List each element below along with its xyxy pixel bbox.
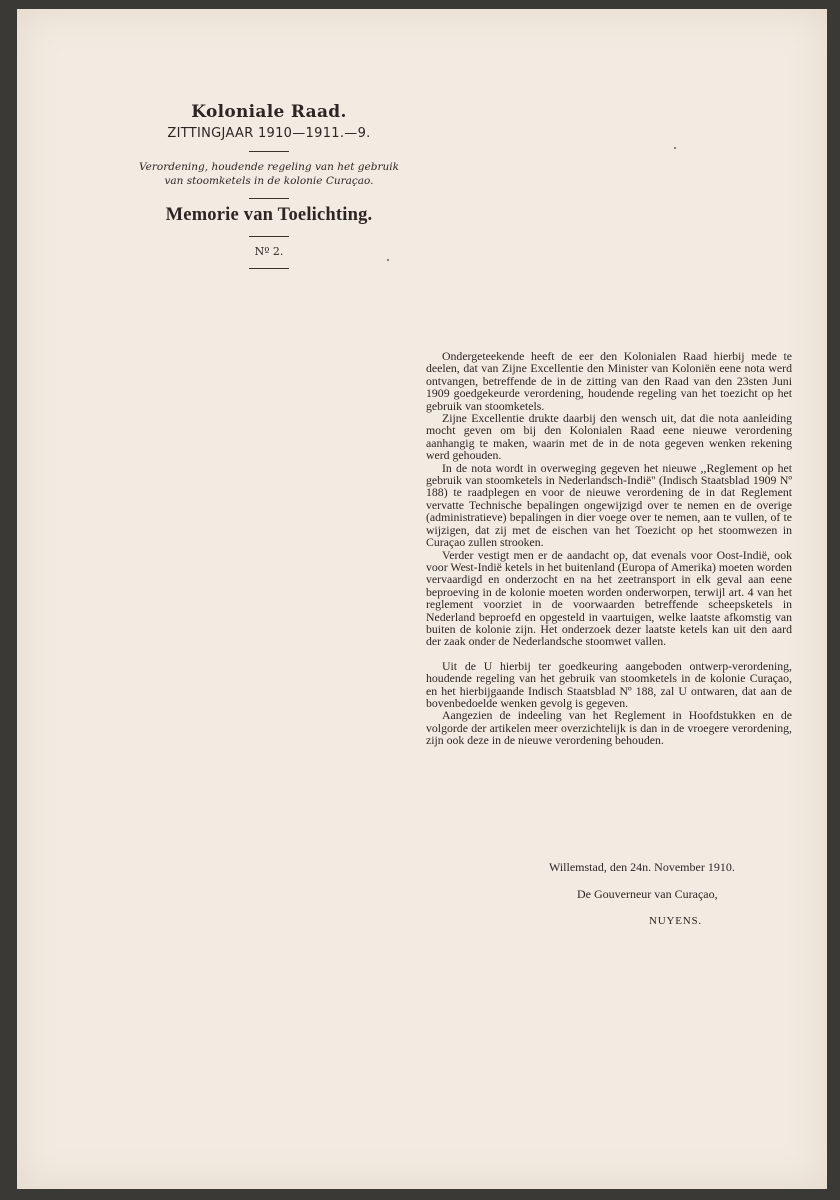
place-date: Willemstad, den 24n. November 1910. (549, 860, 735, 874)
paragraph: Ondergeteekende heeft de eer den Kolonialen Raad hierbij mede te deelen, dat van Zijne Excellentie den Minister van Koloniën eene nota werd ontvangen, betreffende de in de zitting van den Raad van den 23sten Juni 1909 goedgekeurde verordening, houdende regeling van het toezicht op het gebruik van stoomketels. (426, 349, 792, 413)
paragraph: Uit de U hierbij ter goedkeuring aangeboden ontwerp-verordening, houdende regeling van het gebruik van stoomketels in de kolonie Curaçao, en het hierbijgaande Indisch Staatsblad Nº 188, zal U ontwaren, dat aan de bovenbedoelde wenken gevolg is gegeven. (426, 658, 792, 710)
paper-speck (387, 259, 389, 261)
memorandum-body (426, 350, 792, 747)
document-number: Nº 2. (254, 245, 284, 258)
divider (249, 268, 289, 269)
session-year: ZITTINGJAAR 1910—1911.—9. (167, 126, 371, 141)
signatory-name: NUYENS. (649, 915, 702, 927)
paragraph: Aangezien de indeeling van het Reglement in Hoofdstukken en de volgorde der artikelen meer overzichtelijk is dan in de vroegere verordening, zijn ook deze in de nieuwe verordening behouden. (426, 708, 792, 748)
paragraph: Zijne Excellentie drukte daarbij den wensch uit, dat die nota aanleiding mocht geven om bij den Kolonialen Raad eene nieuwe verordening aanhangig te maken, waarin met de in de nota gegeven wenken rekening werd gehouden. (426, 411, 792, 463)
divider (249, 151, 289, 152)
document-header (129, 102, 409, 269)
signatory-role: De Gouverneur van Curaçao, (577, 887, 718, 901)
divider (249, 236, 289, 237)
paragraph: Verder vestigt men er de aandacht op, dat evenals voor Oost-Indië, ook voor West-Indië ketels in het buitenland (Europa of Amerika) moeten worden vervaardigd en onderzocht en na het zeetransport in elk geval aan eene beproeving in de kolonie moeten worden onderworpen, terwijl art. 4 van het reglement voorziet in de voorwaarden betreffende scheepsketels in Nederland beproefd en opgesteld in vaartuigen, welke laatste afkomstig van buiten de kolonie zijn. Het onderzoek dezer laatste ketels kan uit den aard der zaak onder de Nederlandsche stoomwet vallen. (426, 547, 792, 649)
memorandum-title: Memorie van Toelichting. (165, 205, 373, 225)
divider (249, 198, 289, 199)
paragraph: In de nota wordt in overweging gegeven het nieuwe ,,Reglement op het gebruik van stoomketels in Nederlandsch-Indië'' (Indisch Staatsblad 1909 Nº 188) te raadplegen en voor de nieuwe verordening de in dat Reglement vervatte Technische bepalingen ongewijzigd over te nemen en de overige (administratieve) bepalingen in dier voege over te nemen, aan te vullen, of te wijzigen, dat zij met de eischen van het Toezicht op het stoomwezen in Curaçao zullen strooken. (426, 460, 792, 550)
paper-speck (674, 147, 676, 149)
document-page (17, 9, 827, 1189)
council-title: Koloniale Raad. (191, 102, 347, 122)
ordinance-subject: Verordening, houdende regeling van het gebruik van stoomketels in de kolonie Curaçao. (139, 161, 399, 187)
